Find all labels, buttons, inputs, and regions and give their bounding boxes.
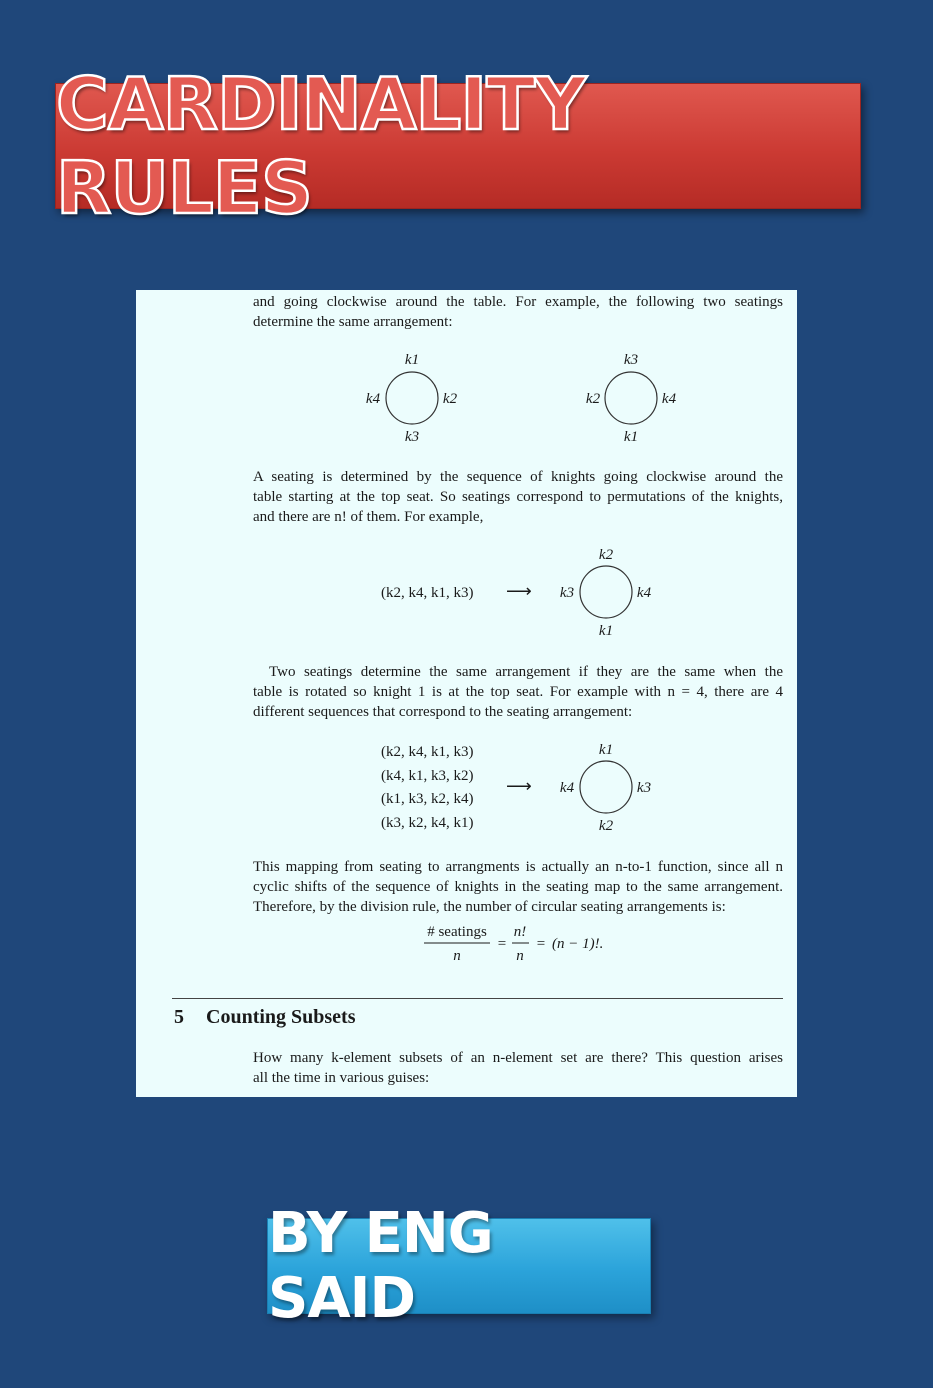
text-line: determine the same arrangement:: [253, 314, 453, 330]
seat-label-top: k2: [598, 547, 614, 563]
sequence-item: (k2, k4, k1, k3): [381, 744, 474, 760]
sequence-item: (k3, k2, k4, k1): [381, 815, 474, 831]
seat-label-left: k4: [365, 391, 381, 407]
formula-numerator: n!: [513, 924, 527, 940]
seat-label-bottom: k3: [404, 429, 420, 445]
text-line: and going clockwise around the table. For example, the following two seatings: [253, 294, 783, 310]
text-line: This mapping from seating to arrangments is actually an n-to-1 function, since all n: [253, 859, 783, 875]
round-table-diagram: [366, 352, 458, 445]
seat-label-left: k4: [559, 780, 575, 796]
title-banner: [55, 62, 861, 230]
equals-sign: =: [536, 936, 546, 952]
round-table-diagram: [586, 352, 677, 445]
section-heading: [174, 1006, 356, 1029]
formula-denominator: n: [516, 948, 524, 964]
seat-label-top: k3: [623, 352, 639, 368]
seat-label-right: k2: [442, 391, 458, 407]
text-line: How many k-element subsets of an n-element set are there? This question arises: [253, 1050, 783, 1066]
seat-label-top: k1: [598, 742, 614, 758]
seat-label-left: k2: [585, 391, 601, 407]
sequence-item: (k1, k3, k2, k4): [381, 791, 474, 807]
seat-label-top: k1: [404, 352, 420, 368]
text-line: A seating is determined by the sequence of knights going clockwise around the: [253, 469, 783, 485]
division-rule-formula: [424, 924, 603, 964]
seat-label-bottom: k2: [598, 818, 614, 834]
arrow-icon: ⟶: [506, 581, 532, 601]
text-line: Two seatings determine the same arrangement if they are the same when the: [269, 664, 783, 680]
seat-label-bottom: k1: [598, 623, 614, 639]
formula-result: (n − 1)!.: [552, 936, 604, 952]
seat-label-bottom: k1: [623, 429, 639, 445]
round-table-diagram: [560, 547, 652, 639]
seat-label-right: k4: [636, 585, 652, 601]
textbook-page: [136, 290, 797, 1097]
text-line: table starting at the top seat. So seatings correspond to permutations of the knights,: [253, 489, 783, 505]
math-diagrams: [136, 290, 797, 1097]
cover-title: CARDINALITY RULES: [56, 62, 586, 230]
author-name: BY ENG SAID: [268, 1201, 493, 1331]
text-line: cyclic shifts of the sequence of knights in the seating map to the same arrangement.: [253, 879, 783, 895]
seat-label-left: k3: [559, 585, 575, 601]
text-line: and there are n! of them. For example,: [253, 509, 484, 525]
author-banner: [267, 1201, 651, 1331]
arrow-icon: ⟶: [506, 776, 532, 796]
round-table-diagram: [560, 742, 651, 834]
text-line: Therefore, by the division rule, the number of circular seating arrangements is:: [253, 899, 726, 915]
table-circle: [580, 761, 632, 813]
formula-denominator: n: [453, 948, 461, 964]
paragraph-subsets: [253, 1048, 783, 1088]
sequence-example: (k2, k4, k1, k3): [381, 585, 474, 601]
formula-numerator: # seatings: [427, 924, 487, 940]
equals-sign: =: [497, 936, 507, 952]
text-line: table is rotated so knight 1 is at the top seat. For example with n = 4, there are 4: [253, 684, 783, 700]
text-line: all the time in various guises:: [253, 1070, 430, 1086]
section-title: Counting Subsets: [206, 1006, 356, 1028]
table-circle: [580, 566, 632, 618]
section-number: 5: [174, 1006, 184, 1028]
table-circle: [605, 372, 657, 424]
section-divider: [172, 998, 783, 999]
seat-label-right: k3: [636, 780, 652, 796]
sequence-item: (k4, k1, k3, k2): [381, 768, 474, 784]
seat-label-right: k4: [661, 391, 677, 407]
text-line: different sequences that correspond to the seating arrangement:: [253, 704, 633, 720]
table-circle: [386, 372, 438, 424]
